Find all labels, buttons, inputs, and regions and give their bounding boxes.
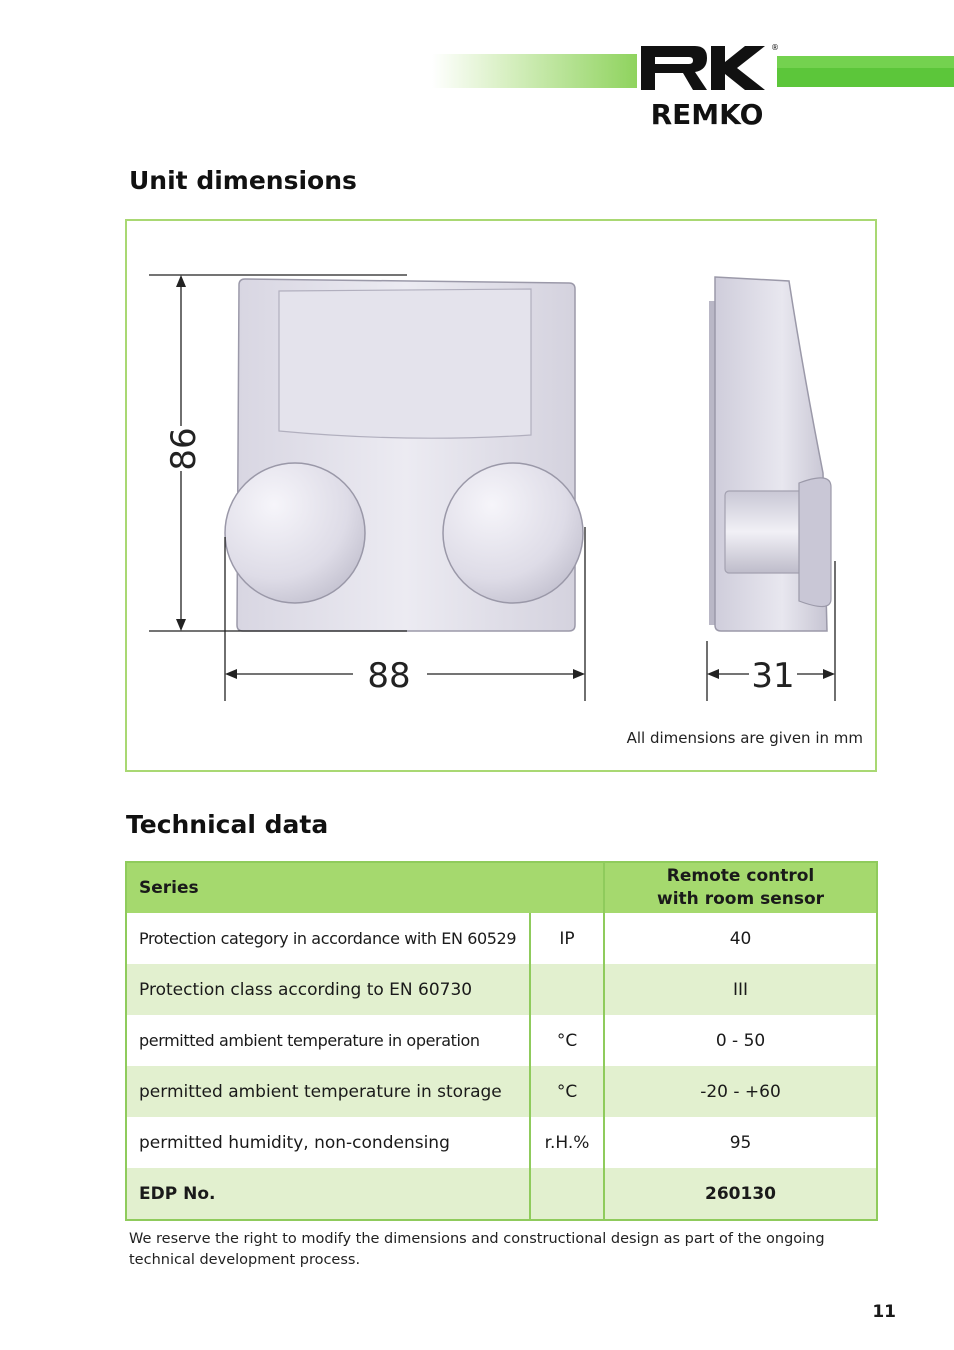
dimensions-unit-note: All dimensions are given in mm <box>626 729 863 747</box>
row-value: III <box>604 964 877 1015</box>
width-dimension-label: 88 <box>367 656 411 696</box>
edp-label: EDP No. <box>126 1168 530 1220</box>
row-value: -20 - +60 <box>604 1066 877 1117</box>
series-header: Series <box>126 862 604 913</box>
depth-dimension-label: 31 <box>751 656 795 696</box>
table-row <box>126 1015 877 1066</box>
edp-unit <box>530 1168 604 1220</box>
front-view <box>225 279 583 631</box>
table-header-row <box>126 862 877 913</box>
row-unit: IP <box>530 913 604 964</box>
table-row <box>126 964 877 1015</box>
product-header-line2: with room sensor <box>657 889 825 909</box>
table-row <box>126 1117 877 1168</box>
edp-value: 260130 <box>604 1168 877 1220</box>
row-value: 40 <box>604 913 877 964</box>
logo-wordmark: REMKO <box>650 98 764 131</box>
row-unit <box>530 964 604 1015</box>
front-knob-left <box>225 463 365 603</box>
header-green-band-highlight <box>772 56 954 68</box>
row-label: permitted humidity, non-condensing <box>126 1117 530 1168</box>
row-value: 95 <box>604 1117 877 1168</box>
front-knob-right <box>443 463 583 603</box>
row-unit: °C <box>530 1066 604 1117</box>
table-row <box>126 1066 877 1117</box>
height-dimension-label: 86 <box>164 427 204 471</box>
remko-logo <box>637 40 777 132</box>
side-view <box>709 277 831 631</box>
product-header <box>604 862 877 913</box>
technical-data-title: Technical data <box>126 810 329 839</box>
footnote: We reserve the right to modify the dimensions and constructional design as part of the ongoing technical development process. <box>129 1231 825 1268</box>
table-row <box>126 913 877 964</box>
unit-dimensions-title: Unit dimensions <box>129 166 357 195</box>
row-label: Protection class according to EN 60730 <box>126 964 530 1015</box>
row-label: permitted ambient temperature in operation <box>126 1015 530 1066</box>
row-label: permitted ambient temperature in storage <box>126 1066 530 1117</box>
row-unit: r.H.% <box>530 1117 604 1168</box>
registered-mark: ® <box>771 43 779 52</box>
product-header-line1: Remote control <box>666 866 815 886</box>
row-unit: °C <box>530 1015 604 1066</box>
technical-data-table <box>125 861 878 1221</box>
header-gradient-band <box>432 54 637 88</box>
edp-row <box>126 1168 877 1220</box>
row-value: 0 - 50 <box>604 1015 877 1066</box>
page-number: 11 <box>872 1302 896 1322</box>
dimension-drawing <box>127 221 875 770</box>
row-label: Protection category in accordance with EN 60529 <box>126 913 530 964</box>
